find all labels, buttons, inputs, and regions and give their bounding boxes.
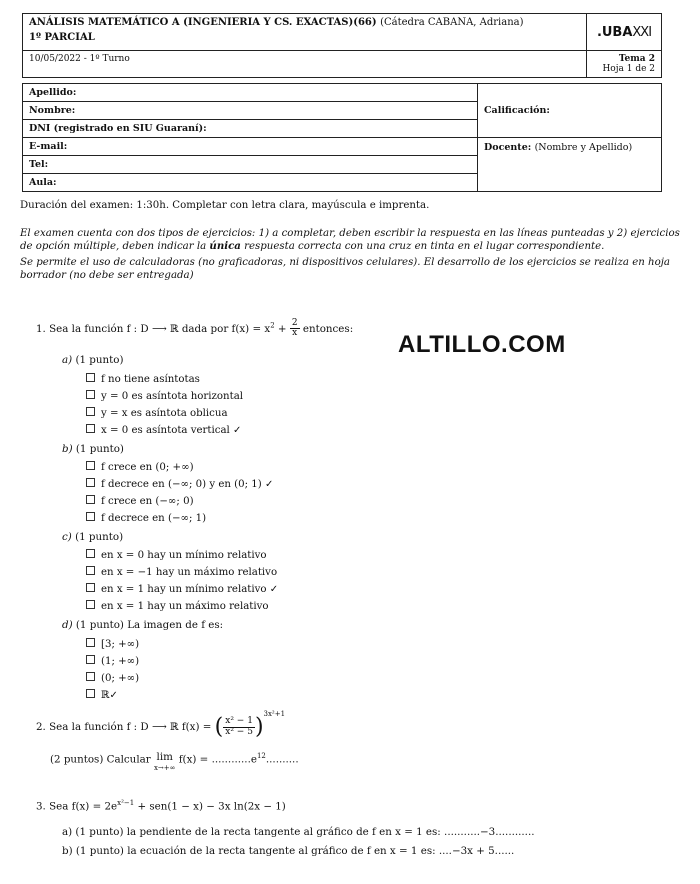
ex1c-option-1[interactable]: en x = 0 hay un mínimo relativo (86, 549, 267, 561)
ex1b-option-2[interactable]: f decrece en (−∞; 0) y en (0; 1) ✓ (86, 478, 274, 490)
exam-header (22, 13, 662, 78)
checkbox[interactable] (86, 512, 95, 521)
checkbox[interactable] (86, 478, 95, 487)
student-form (22, 83, 662, 192)
ex1d-option-4[interactable]: ℝ✓ (86, 689, 118, 701)
ex1d-option-2[interactable]: (1; +∞) (86, 655, 139, 667)
exercise2-intro: 2. Sea la función f : D ⟶ ℝ f(x) = ( $\frac{\text{x² − 1}}{\text{x² − 5}}$ )$^{3x^2+1}$ (36, 710, 286, 740)
tema-label: Tema 2 (618, 54, 655, 64)
checkbox[interactable] (86, 390, 95, 399)
checkbox[interactable] (86, 600, 95, 609)
checkbox[interactable] (86, 549, 95, 558)
exercise3-part-a: a) (1 punto) la pendiente de la recta tangente al gráfico de f en x = 1 es: ...........−3............ (62, 826, 535, 838)
checkbox[interactable] (86, 407, 95, 416)
ex1b-option-4[interactable]: f decrece en (−∞; 1) (86, 512, 206, 524)
ex1-part-d-label: d) (1 punto) La imagen de f es: (62, 619, 224, 631)
exercise2-limit: (2 puntos) Calcular lim x→+∞ $f(x) = ............e^{12}$.......... (50, 751, 299, 773)
exercise3-intro: 3. Sea $f(x) = 2e^{x^2-1} + sen(1 - x) - 3x$ ln(2x − 1) (36, 799, 286, 813)
calificacion-field[interactable]: Calificación: (478, 84, 662, 138)
ex1d-option-1[interactable]: [3; +∞) (86, 638, 139, 650)
checkbox[interactable] (86, 672, 95, 681)
checkbox[interactable] (86, 655, 95, 664)
catedra: (Cátedra CABANA, Adriana) (380, 17, 524, 28)
fraction: $\frac{\text{x² − 1}}{\text{x² − 5}}$ (225, 716, 253, 737)
checkbox[interactable] (86, 638, 95, 647)
dni-field[interactable]: DNI (registrado en SIU Guaraní): (23, 120, 478, 138)
email-field[interactable]: E-mail: (23, 138, 478, 156)
course-cell (23, 14, 587, 51)
ex1a-option-4[interactable]: x = 0 es asíntota vertical ✓ (86, 424, 242, 436)
checkbox[interactable] (86, 424, 95, 433)
altillo-watermark: ALTILLO.COM (398, 331, 566, 358)
checkbox[interactable] (86, 566, 95, 575)
ex1a-option-2[interactable]: y = 0 es asíntota horizontal (86, 390, 243, 402)
duracion-text: Duración del examen: 1:30h. Completar con letra clara, mayúscula e imprenta. (20, 200, 430, 211)
ex1a-option-3[interactable]: y = x es asíntota oblicua (86, 407, 228, 419)
calculator-rule: Se permite el uso de calculadoras (no graficadoras, ni dispositivos celulares). El desarrollo de los ejercicios se realiza en hoja borrador (no debe ser entregada) (20, 257, 670, 282)
tel-field[interactable]: Tel: (23, 156, 478, 174)
ex1b-option-1[interactable]: f crece en (0; +∞) (86, 461, 194, 473)
checkbox[interactable] (86, 461, 95, 470)
checkbox[interactable] (86, 495, 95, 504)
ex1-part-b-label: b) (1 punto) (62, 443, 124, 455)
docente-field[interactable]: Docente: (Nombre y Apellido) (478, 138, 662, 192)
exercise1-intro: 1. Sea la función f : D ⟶ ℝ dada por $f(x) = x^2$ + $\frac{2}{x}$ entonces: (36, 318, 354, 339)
exercise3-part-b: b) (1 punto) la ecuación de la recta tangente al gráfico de f en x = 1 es: ....−3x + 5...... (62, 845, 515, 857)
checkbox[interactable] (86, 373, 95, 382)
ex1-part-c-label: c) (1 punto) (62, 531, 124, 543)
ex1c-option-2[interactable]: en x = −1 hay un máximo relativo (86, 566, 277, 578)
ex1d-option-3[interactable]: (0; +∞) (86, 672, 139, 684)
apellido-field[interactable]: Apellido: (23, 84, 478, 102)
tema-cell (587, 51, 662, 78)
nombre-field[interactable]: Nombre: (23, 102, 478, 120)
uba-logo: .UBAXXI (587, 14, 662, 51)
checkbox[interactable] (86, 689, 95, 698)
ex1c-option-3[interactable]: en x = 1 hay un mínimo relativo ✓ (86, 583, 278, 595)
aula-field[interactable]: Aula: (23, 174, 478, 192)
ex1c-option-4[interactable]: en x = 1 hay un máximo relativo (86, 600, 269, 612)
hoja-label: Hoja 1 de 2 (602, 64, 655, 74)
instructions-paragraph: El examen cuenta con dos tipos de ejercicios: 1) a completar, deben escribir la respuesta en las líneas punteadas y 2) ejercicios de opción múltiple, deben indicar la única respuesta correcta con una cruz en tinta en el lugar correspondiente. (20, 228, 680, 253)
ex1b-option-3[interactable]: f crece en (−∞; 0) (86, 495, 194, 507)
ex1-part-a-label: a) (1 punto) (62, 354, 124, 366)
parcial-label: 1º PARCIAL (29, 32, 95, 43)
fraction: $\frac{2}{x}$ (291, 318, 298, 339)
course-title: ANÁLISIS MATEMÁTICO A (INGENIERIA Y CS. EXACTAS)(66) (29, 17, 377, 28)
date-turno: 10/05/2022 - 1º Turno (23, 51, 587, 78)
ex1a-option-1[interactable]: f no tiene asíntotas (86, 373, 200, 385)
checkbox[interactable] (86, 583, 95, 592)
